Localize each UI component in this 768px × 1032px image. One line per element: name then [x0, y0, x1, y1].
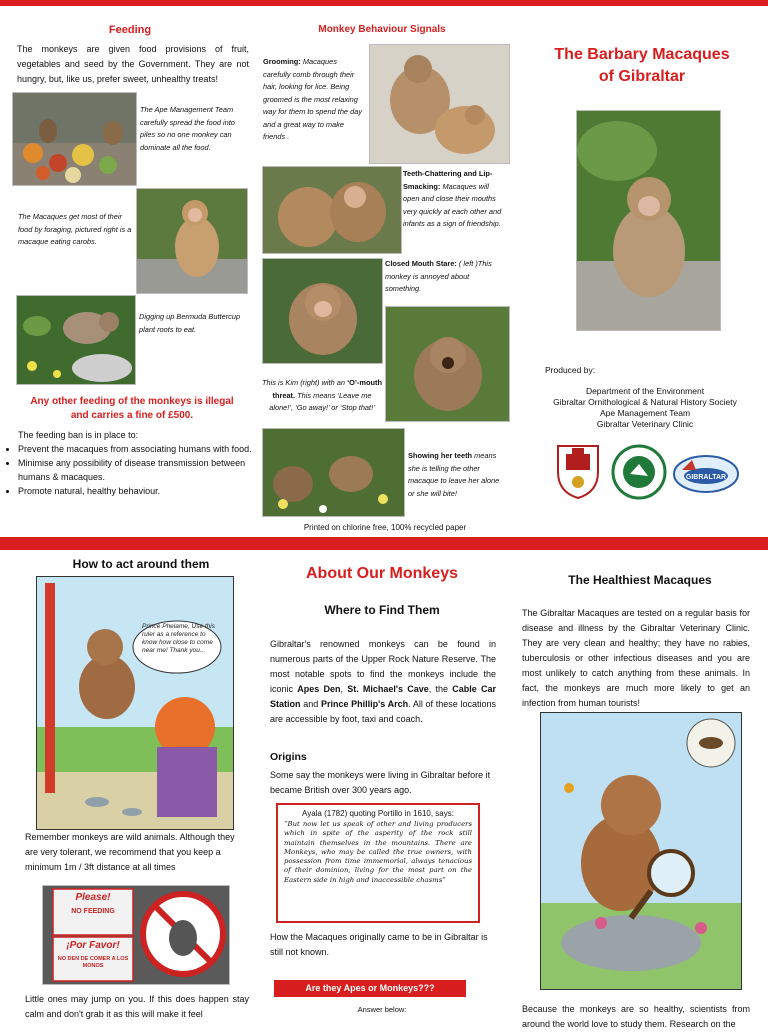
- foraging-caption: The Macaques get most of their food by foraging, pictured right is a macaque eating carobs.: [18, 212, 132, 246]
- healthy-paragraph2: Because the monkeys are so healthy, scientists from around the world love to study them. Research on the: [522, 1004, 750, 1029]
- grooming-desc: Macaques carefully comb through their hair, looking for lice. Being groomed is the most relaxing way for them to spend the day and a great way to make friends .: [263, 57, 363, 141]
- ban-item: • Minimise any possibility of disease transmission between humans & macaques.: [18, 456, 264, 484]
- digging-caption: Digging up Bermuda Buttercup plant roots to eat.: [139, 312, 241, 334]
- where-text-b: . All of these locations are accessible by foot, taxi and coach.: [270, 699, 496, 724]
- printed-note: Printed on chlorine free, 100% recycled paper: [303, 523, 467, 532]
- quote-text: “But now let us speak of other and living producers which in spite of the asperity of the rock still maintain themselves in the mountains. There are Monkeys, who may be called the true owners, with possession from time immemorial, always tenacious of their dominion, living for the most part on the Eastern side in high and inaccessible chasms”: [284, 820, 472, 884]
- kim-label: ‘O’-mouth threat.: [272, 378, 382, 400]
- apes-or-monkeys-banner: Are they Apes or Monkeys???: [274, 980, 466, 997]
- loc-st-michaels: St. Michael's Cave: [347, 684, 429, 694]
- feeding-intro: The monkeys are given food provisions of fruit, vegetables and seed by the Government. They are not hungry, but, like us, prefer sweet, unhealthy treats!: [17, 44, 249, 84]
- ban-item: • Prevent the macaques from associating humans with food.: [18, 442, 264, 456]
- closed-mouth-stare-text: [385, 258, 507, 296]
- where-title: Where to Find Them: [324, 603, 440, 617]
- digging-roots-photo: [16, 295, 136, 385]
- healthy-paragraph1: The Gibraltar Macaques are tested on a regular basis for disease and illness by the Gibraltar Veterinary Clinic. They are very clean and healthy; they have no rabies, tuberculosis or other infectious diseases and you are most unlikely to catch anything from these animals. In fact, the monkeys are much more likely to get an infection from human tourists!: [522, 608, 750, 708]
- teeth-label: Teeth-Chattering and Lip-Smacking:: [403, 169, 493, 191]
- ruler-cartoon: [36, 576, 234, 830]
- ban-item: • Promote natural, healthy behaviour.: [18, 484, 264, 498]
- feeding-ban-list: [2, 442, 264, 498]
- carob-eating-photo: [136, 188, 248, 294]
- stare-label: Closed Mouth Stare:: [385, 259, 457, 268]
- origins-text: Some say the monkeys were living in Gibraltar before it became British over 300 years ago.: [270, 770, 491, 795]
- quote-intro: Ayala (1782) quoting Portillo in 1610, says:: [302, 809, 454, 818]
- act-paragraph2: Little ones may jump on you. If this does happen stay calm and don't grab it as this will make it feel: [25, 994, 249, 1019]
- teeth-chattering-photo: [262, 166, 402, 254]
- showing-desc: means she is telling the other macaque to leave her alone or she will bite!: [408, 451, 500, 498]
- closed-mouth-stare-photo: [262, 258, 383, 364]
- showing-label: Showing her teeth: [408, 451, 473, 460]
- origins-title: Origins: [270, 751, 307, 763]
- gibraltar-vet-logo-text: GIBRALTAR: [685, 474, 727, 481]
- loc-prince-phillips: Prince Phillip's Arch: [320, 699, 409, 709]
- teeth-chattering-text: [403, 168, 507, 231]
- cover-title-line1: The Barbary Macaques: [554, 46, 730, 63]
- showing-teeth-text: [408, 450, 507, 500]
- o-mouth-threat-photo: [385, 306, 510, 422]
- showing-teeth-photo: [262, 428, 405, 517]
- feeding-title: Feeding: [108, 24, 152, 36]
- food-piles-photo: [12, 92, 137, 186]
- gonhs-logo: [610, 444, 668, 500]
- gibraltar-vet-logo: [672, 452, 740, 496]
- cover-macaque-photo: [576, 110, 721, 331]
- top-red-bar: [0, 0, 768, 6]
- produced-by-label: Produced by:: [545, 365, 596, 375]
- where-text-a: Gibraltar's renowned monkeys can be found in numerous parts of the Upper Rock Nature Reserve. The most notable spots to find the monkeys include the iconic: [270, 639, 496, 694]
- answer-below: Answer below:: [357, 1005, 407, 1014]
- origins-after: How the Macaques originally came to be in Gibraltar is still not known.: [270, 932, 488, 957]
- teeth-desc: Macaques will open and close their mouths very quickly at each other and infants as a sign of friendship.: [403, 181, 502, 228]
- producer-item: Department of the Environment: [585, 386, 705, 396]
- stare-desc: ( left )This monkey is annoyed about something.: [385, 259, 492, 293]
- gibraltar-crest-logo: [552, 442, 604, 500]
- and-word: and: [303, 699, 319, 709]
- producer-item: Gibraltar Ornithological & Natural History Society: [553, 397, 737, 407]
- feeding-fine-warning: Any other feeding of the monkeys is illegal and carries a fine of £500.: [30, 396, 234, 421]
- signals-title: Monkey Behaviour Signals: [318, 24, 446, 35]
- loc-cable-car: Cable Car Station: [270, 684, 496, 709]
- producer-item: Ape Management Team: [599, 408, 691, 418]
- ruler-speech-bubble: Prince Phelame, Use this ruler as a reference to know how close to come near me! Thank you...: [142, 623, 215, 654]
- act-paragraph1: Remember monkeys are wild animals. Although they are very tolerant, we recommend that you keep a minimum 1m / 3ft distance at all times: [25, 832, 235, 872]
- where-text: Gibraltar's renowned monkeys can be found in numerous parts of the Upper Rock Nature Reserve. The most notable spots to find the monkeys include the iconic Apes Den, St. Michael's Cave, the Cable Car Station and Prince Phillip's Arch. All of these locations are accessible by foot, taxi and coach.: [270, 639, 496, 724]
- middle-red-bar: [0, 537, 768, 550]
- sign-por-favor: ¡Por Favor!: [66, 940, 120, 951]
- magnifier-cartoon: [540, 712, 742, 990]
- sign-no-feeding: NO FEEDING: [71, 908, 115, 915]
- grooming-text: [263, 56, 366, 144]
- producer-item: Gibraltar Veterinary Clinic: [596, 419, 694, 429]
- kim-desc-a: This is Kim (right) with an: [262, 378, 345, 387]
- feeding-ban-intro: The feeding ban is in place to:: [18, 430, 139, 440]
- cover-title-line2: of Gibraltar: [598, 68, 686, 85]
- kim-desc-b: This means ‘Leave me alone!’, ‘Go away!’ or ‘Stop that!’: [269, 390, 375, 412]
- sign-no-den: NO DEN DE COMER A LOS MONOS: [57, 956, 129, 969]
- about-title: About Our Monkeys: [305, 565, 458, 582]
- loc-apes-den: Apes Den: [297, 684, 341, 694]
- grooming-photo: [369, 44, 510, 164]
- healthy-title: The Healthiest Macaques: [568, 573, 712, 587]
- kim-threat-text: [262, 377, 382, 415]
- quote-box: [276, 803, 480, 923]
- cover-title: [522, 44, 762, 88]
- grooming-label: Grooming:: [263, 57, 301, 66]
- no-feeding-signs-photo: [42, 885, 230, 985]
- food-piles-caption: The Ape Management Team carefully spread the food into piles so no one monkey can dominate all the food.: [140, 105, 235, 152]
- act-title: How to act around them: [72, 557, 210, 571]
- producers-list: [525, 386, 765, 430]
- sign-please: Please!: [75, 892, 111, 903]
